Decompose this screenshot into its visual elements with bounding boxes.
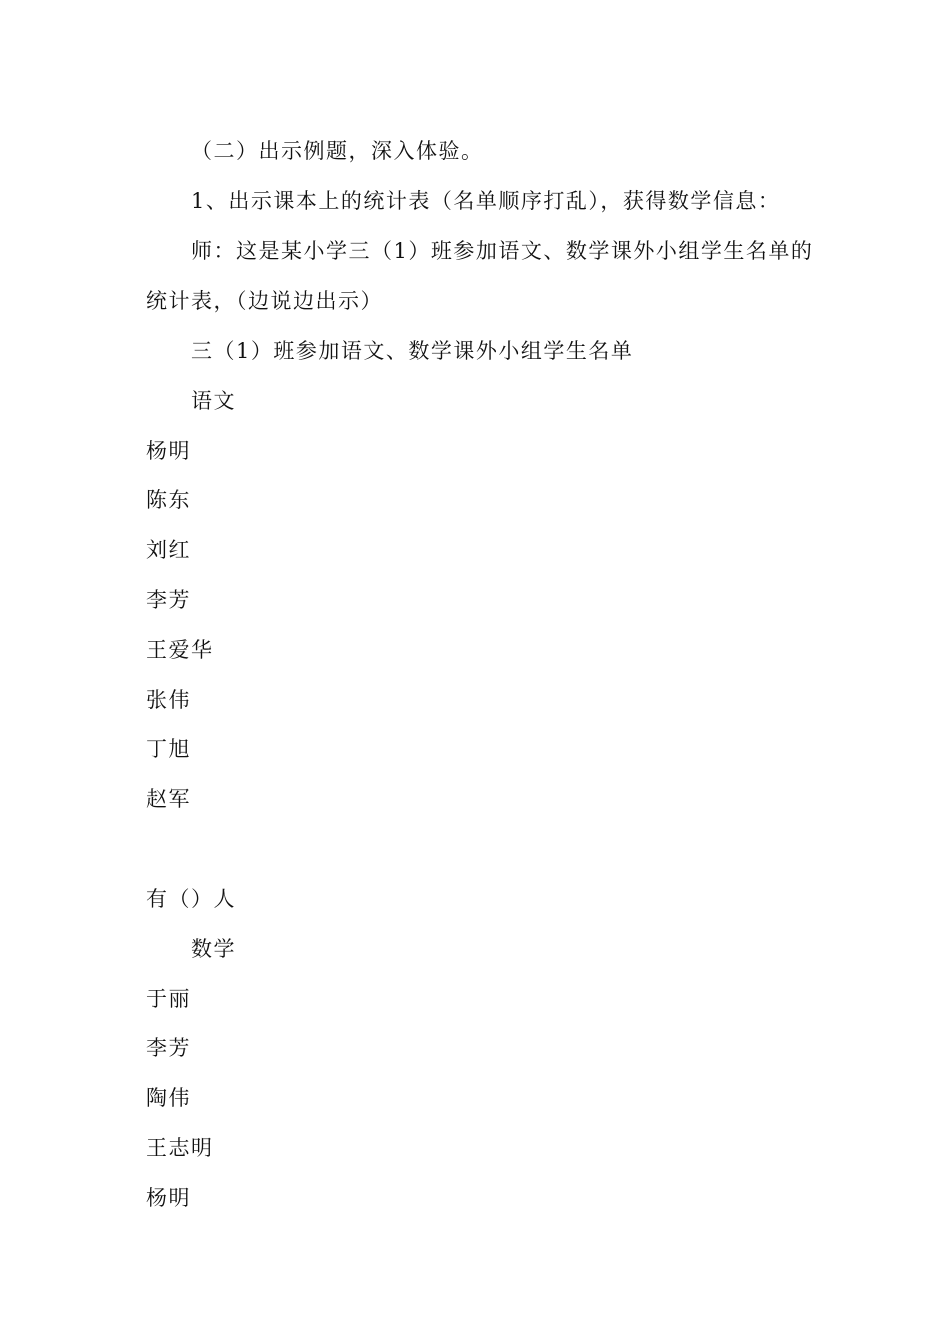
step-one-paragraph: 1、出示课本上的统计表（名单顺序打乱），获得数学信息： — [191, 189, 781, 213]
teacher-paragraph-line-1: 师：这是某小学三（1）班参加语文、数学课外小组学生名单的 — [191, 239, 814, 263]
list-item: 杨明 — [146, 439, 191, 463]
list-item: 刘红 — [146, 538, 191, 562]
list-item: 丁旭 — [146, 737, 191, 761]
list-item: 于丽 — [146, 987, 191, 1011]
list-item: 杨明 — [146, 1186, 191, 1210]
list-item: 李芳 — [146, 588, 191, 612]
chinese-group-heading: 语文 — [191, 389, 236, 413]
list-item: 李芳 — [146, 1036, 191, 1060]
teacher-paragraph-line-2: 统计表，（边说边出示） — [146, 289, 383, 313]
list-item: 王志明 — [146, 1136, 214, 1160]
list-item: 王爱华 — [146, 638, 214, 662]
list-item: 张伟 — [146, 688, 191, 712]
section-heading: （二）出示例题，深入体验。 — [191, 139, 484, 163]
list-item: 赵军 — [146, 787, 191, 811]
table-title: 三（1）班参加语文、数学课外小组学生名单 — [191, 339, 634, 363]
count-prompt: 有（）人 — [146, 887, 236, 911]
list-item: 陶伟 — [146, 1086, 191, 1110]
math-group-heading: 数学 — [191, 937, 236, 961]
list-item: 陈东 — [146, 488, 191, 512]
